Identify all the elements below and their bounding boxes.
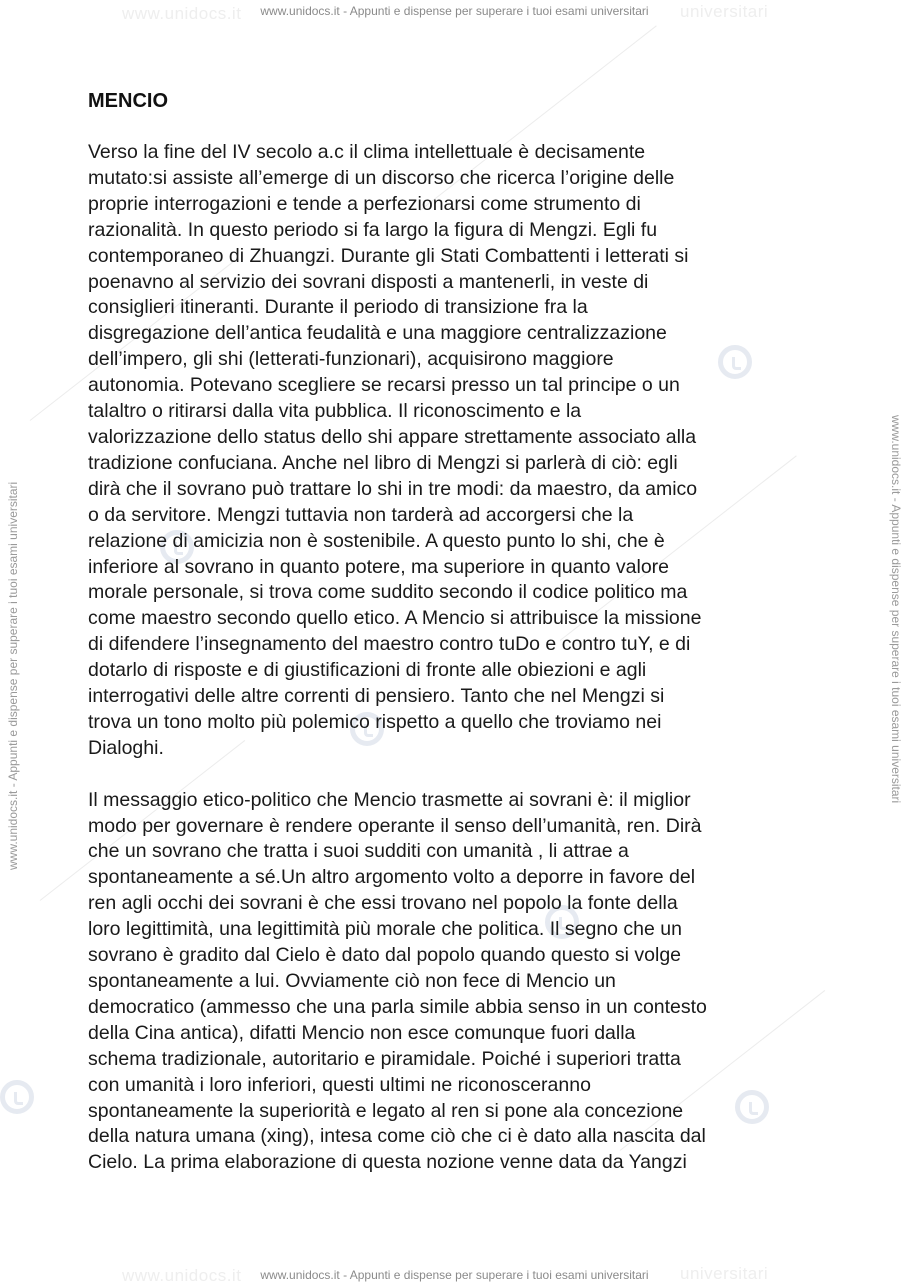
watermark-ghost-text: universitari xyxy=(680,1264,769,1283)
document-title: MENCIO xyxy=(88,90,168,112)
watermark-ghost-text: www.unidocs.it xyxy=(122,1266,242,1285)
watermark-side-left: www.unidocs.it - Appunti e dispense per superare i tuoi esami universitari xyxy=(6,481,20,870)
unidocs-logo-icon xyxy=(0,1080,34,1114)
document-body xyxy=(88,140,833,1176)
watermark-side-right: www.unidocs.it - Appunti e dispense per superare i tuoi esami universitari xyxy=(889,415,903,804)
watermark-banner-top: www.unidocs.it - Appunti e dispense per superare i tuoi esami universitari xyxy=(260,4,649,18)
paragraph: Il messaggio etico-politico che Mencio trasmette ai sovrani è: il miglior modo per governare è rendere operante il senso dell’umanità, ren. Dirà che un sovrano che tratta i suoi sudditi con umanità , li attrae a spontaneamente a sé.Un altro argomento volto a deporre in favore del ren agli occhi dei sovrani è che essi trovano nel popolo la fonte della loro legittimità, una legittimità più morale che politica. Il segno che un sovrano è gradito dal Cielo è dato dal popolo quando questo si volge spontaneamente a lui. Ovviamente ciò non fece di Mencio un democratico (ammesso che una parla simile abbia senso in un contesto della Cina antica), difatti Mencio non esce comunque fuori dalla schema tradizionale, autoritario e piramidale. Poiché i superiori tratta con umanità i loro inferiori, questi ultimi ne riconosceranno spontaneamente la superiorità e legato al ren si pone ala concezione della natura umana (xing), intesa come ciò che ci è dato alla nascita dal Cielo. La prima elaborazione di questa nozione venne data da Yangzi xyxy=(88,788,707,1174)
watermark-banner-bottom: www.unidocs.it - Appunti e dispense per superare i tuoi esami universitari xyxy=(260,1268,649,1282)
watermark-ghost-text: www.unidocs.it xyxy=(122,4,242,23)
paragraph: Verso la fine del IV secolo a.c il clima intellettuale è decisamente mutato:si assiste all’emerge di un discorso che ricerca l’origine delle proprie interrogazioni e tende a perfezionarsi come strumento di razionalità. In questo periodo si fa largo la figura di Mengzi. Egli fu contemporaneo di Zhuangzi. Durante gli Stati Combattenti i letterati si poenavno al servizio dei sovrani disposti a mantenerli, in veste di consiglieri itineranti. Durante il periodo di transizione fra la disgregazione dell’antica feudalità e una maggiore centralizzazione dell’impero, gli shi (letterati-funzionari), acquisirono maggiore autonomia. Potevano scegliere se recarsi presso un tal principe o un talaltro o ritirarsi dalla vita pubblica. Il riconoscimento e la valorizzazione dello status dello shi appare strettamente associato alla tradizione confuciana. Anche nel libro di Mengzi si parlerà di ciò: egli dirà che il sovrano può trattare lo shi in tre modi: da maestro, da amico o da servitore. Mengzi tuttavia non tarderà ad accorgersi che la relazione di amicizia non è sostenibile. A questo punto lo shi, che è inferiore al sovrano in quanto potere, ma superiore in quanto valore morale personale, si trova come suddito secondo il codice politico ma come maestro secondo quello etico. A Mencio si attribuisce la missione di difendere l’insegnamento del maestro contro tuDo e contro tuY, e di dotarlo di risposte e di giustificazioni di fronte alle obiezioni e agli interrogativi delle altre correnti di pensiero. Tanto che nel Mengzi si trova un tono molto più polemico rispetto a quello che troviamo nei Dialoghi. xyxy=(88,141,702,759)
watermark-ghost-text: universitari xyxy=(680,2,769,21)
